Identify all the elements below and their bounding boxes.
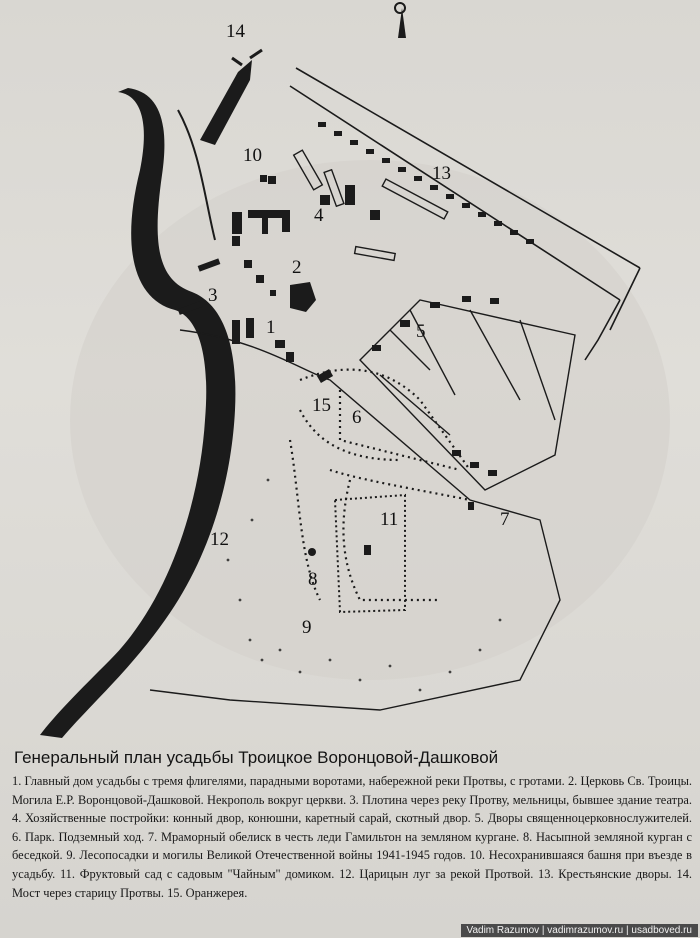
caption-title: Генеральный план усадьбы Троицкое Воронцовой-Дашковой: [14, 748, 499, 767]
tower-10: [268, 176, 276, 184]
plan-label-5: 5: [416, 321, 426, 342]
plan-label-1: 1: [266, 317, 276, 338]
plan-caption: [12, 748, 692, 902]
plan-label-15: 15: [312, 395, 331, 416]
plan-label-2: 2: [292, 257, 302, 278]
plan-label-8: 8: [308, 569, 318, 590]
caption-legend: 1. Главный дом усадьбы с тремя флигелями, парадными воротами, набережной реки Протвы, с гротами. 2. Церковь Св. Троицы. Могила Е.Р. Воронцовой-Дашковой. Некрополь вокруг церкви. 3. Плотина через реку Протву, мельницы, бывшее здание театра. 4. Хозяйственные постройки: конный двор, конюшни, каретный сарай, скотный двор. 5. Дворы священноцерковнослужителей. 6. Парк. Подземный ход. 7. Мраморный обелиск в честь леди Гамильтон на земляном кургане. 8. Насыпной земляной курган с беседкой. 9. Лесопосадки и могилы Великой Отечественной войны 1941-1945 годов. 10. Несохранившаяся башня при въезде в усадьбу. 11. Фруктовый сад с садовым "Чайным" домиком. 12. Царицын луг за рекой Протвой. 13. Крестьянские дворы. 14. Мост через старицу Протвы. 15. Оранжерея.: [12, 774, 692, 900]
plan-label-13: 13: [432, 163, 451, 184]
plan-label-4: 4: [314, 205, 324, 226]
plan-label-7: 7: [500, 509, 510, 530]
plan-label-3: 3: [208, 285, 218, 306]
plan-label-12: 12: [210, 529, 229, 550]
bridge-14: [200, 60, 252, 145]
plan-label-14: 14: [226, 21, 245, 42]
plan-label-10: 10: [243, 145, 262, 166]
tea-house: [364, 545, 371, 555]
plan-label-9: 9: [302, 617, 312, 638]
plan-label-11: 11: [380, 509, 399, 530]
mound-8: [308, 548, 316, 556]
obelisk-7: [468, 502, 474, 510]
plan-label-6: 6: [352, 407, 362, 428]
watermark: Vadim Razumov | vadimrazumov.ru | usadboved.ru: [461, 924, 698, 937]
